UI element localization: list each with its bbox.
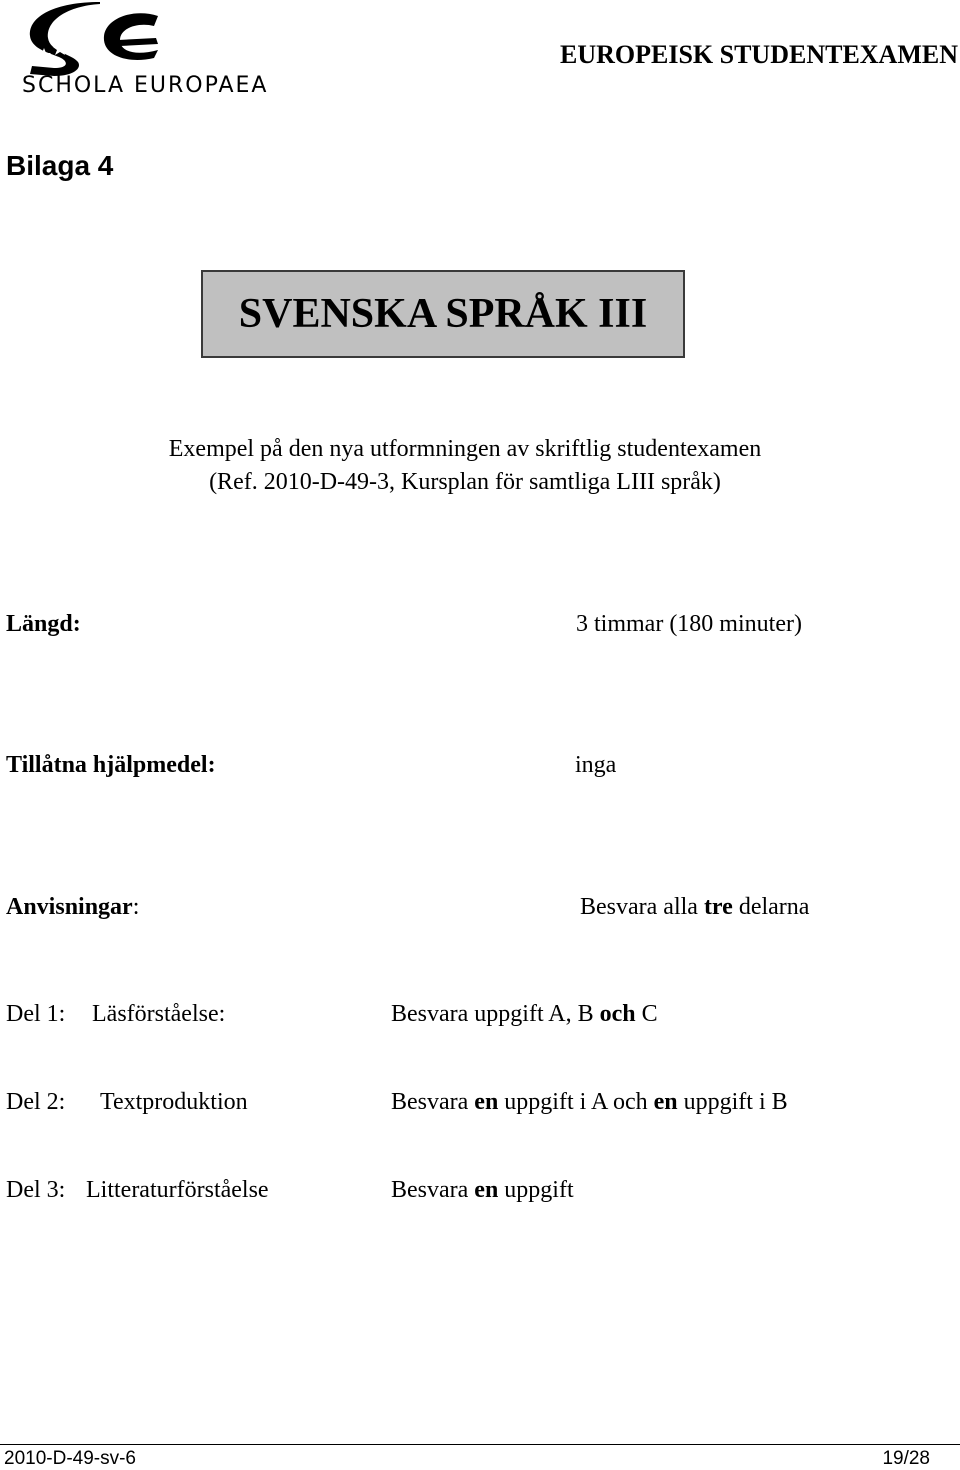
aids-value: inga [575,752,617,778]
exam-header-title: EUROPEISK STUDENTEXAMEN [559,40,958,69]
instructions-text-pre: Besvara alla [580,894,704,920]
instructions-text-bold: tre [703,894,733,920]
logo-text: SCHOLA EUROPAEA [22,73,269,98]
subtitle-line-1: Exempel på den nya utformningen av skriftlig studentexamen [168,436,762,462]
duration-label: Längd: [6,611,81,637]
part-name: Textproduktion [100,1089,248,1115]
footer-page-number: 19/28 [882,1448,930,1469]
instructions-colon: : [132,894,140,920]
aids-label: Tillåtna hjälpmedel: [6,752,216,778]
part-number: Del 3: [6,1177,66,1203]
part-instruction: Besvara uppgift A, B och C [391,1001,658,1027]
instructions-label: Anvisningar [6,894,133,920]
part-name: Läsförståelse: [92,1001,226,1027]
part-instruction: Besvara en uppgift [391,1177,574,1203]
footer-reference: 2010-D-49-sv-6 [4,1448,136,1469]
instructions-label-row [6,894,139,921]
document-title: SVENSKA SPRÅK III [238,291,648,337]
instructions-value [580,894,809,921]
part-number: Del 1: [6,1001,66,1027]
title-box [201,270,685,358]
schola-europaea-logo [8,2,293,98]
instructions-text-post: delarna [732,894,810,920]
part-instruction: Besvara en uppgift i A och en uppgift i B [391,1089,788,1115]
annex-heading: Bilaga 4 [6,150,114,181]
part-name: Litteraturförståelse [86,1177,269,1203]
duration-value: 3 timmar (180 minuter) [576,611,802,637]
footer-divider [0,1444,960,1445]
subtitle-line-2: (Ref. 2010-D-49-3, Kursplan för samtliga LIII språk) [209,469,721,495]
part-number: Del 2: [6,1089,66,1115]
